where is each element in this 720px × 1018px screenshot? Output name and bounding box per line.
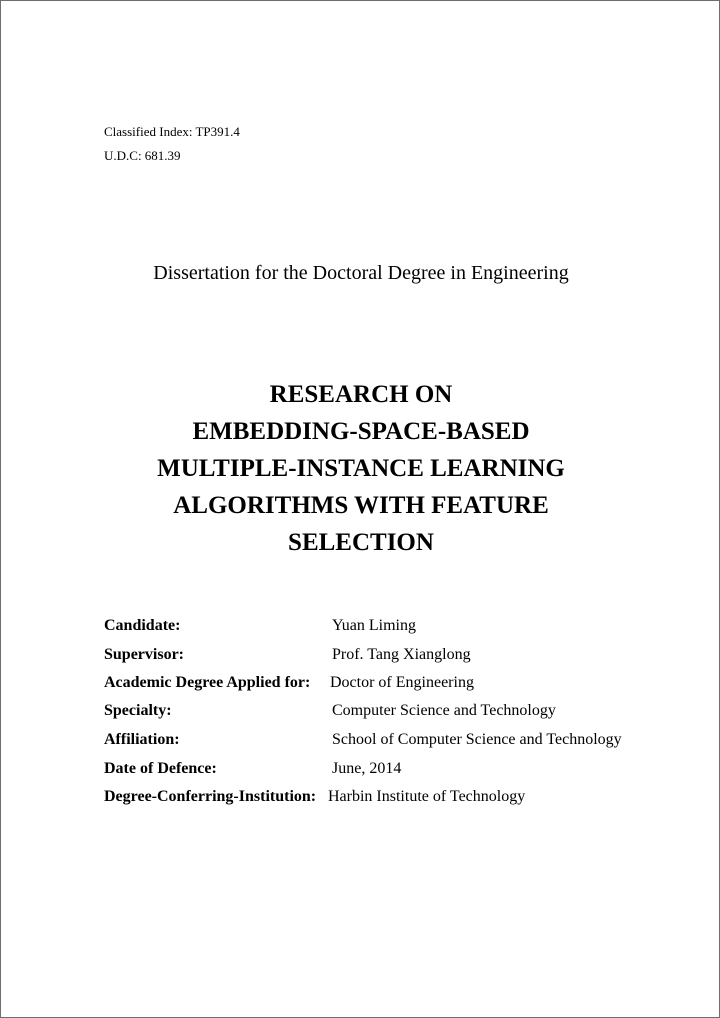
classified-index: Classified Index: TP391.4	[104, 124, 240, 139]
institution-label: Degree-Conferring-Institution:	[104, 788, 317, 805]
title-line-5: SELECTION	[288, 529, 434, 556]
info-row-specialty	[104, 701, 704, 721]
affiliation-label: Affiliation:	[104, 731, 180, 748]
title-line-3: MULTIPLE-INSTANCE LEARNING	[157, 455, 565, 482]
candidate-value: Yuan Liming	[332, 617, 416, 634]
affiliation-value: School of Computer Science and Technology	[332, 731, 622, 748]
dissertation-title	[1, 376, 720, 561]
title-line-1: RESEARCH ON	[269, 381, 453, 408]
udc-code: U.D.C: 681.39	[104, 148, 181, 163]
info-row-supervisor	[104, 645, 704, 665]
info-row-defence-date	[104, 759, 704, 779]
candidate-label: Candidate:	[104, 617, 181, 634]
info-row-affiliation	[104, 730, 704, 750]
info-row-degree	[104, 673, 704, 693]
degree-applied-label: Academic Degree Applied for:	[104, 674, 311, 691]
defence-date-value: June, 2014	[332, 760, 402, 777]
defence-date-label: Date of Defence:	[104, 760, 217, 777]
institution-value: Harbin Institute of Technology	[328, 788, 526, 805]
info-row-candidate	[104, 616, 704, 636]
info-row-institution	[104, 787, 704, 807]
supervisor-value: Prof. Tang Xianglong	[332, 646, 471, 663]
specialty-label: Specialty:	[104, 702, 172, 719]
specialty-value: Computer Science and Technology	[332, 702, 556, 719]
title-line-2: EMBEDDING-SPACE-BASED	[192, 418, 530, 445]
title-line-4: ALGORITHMS WITH FEATURE	[173, 492, 549, 519]
supervisor-label: Supervisor:	[104, 646, 184, 663]
degree-line: Dissertation for the Doctoral Degree in Engineering	[153, 262, 569, 284]
degree-applied-value: Doctor of Engineering	[330, 674, 474, 691]
